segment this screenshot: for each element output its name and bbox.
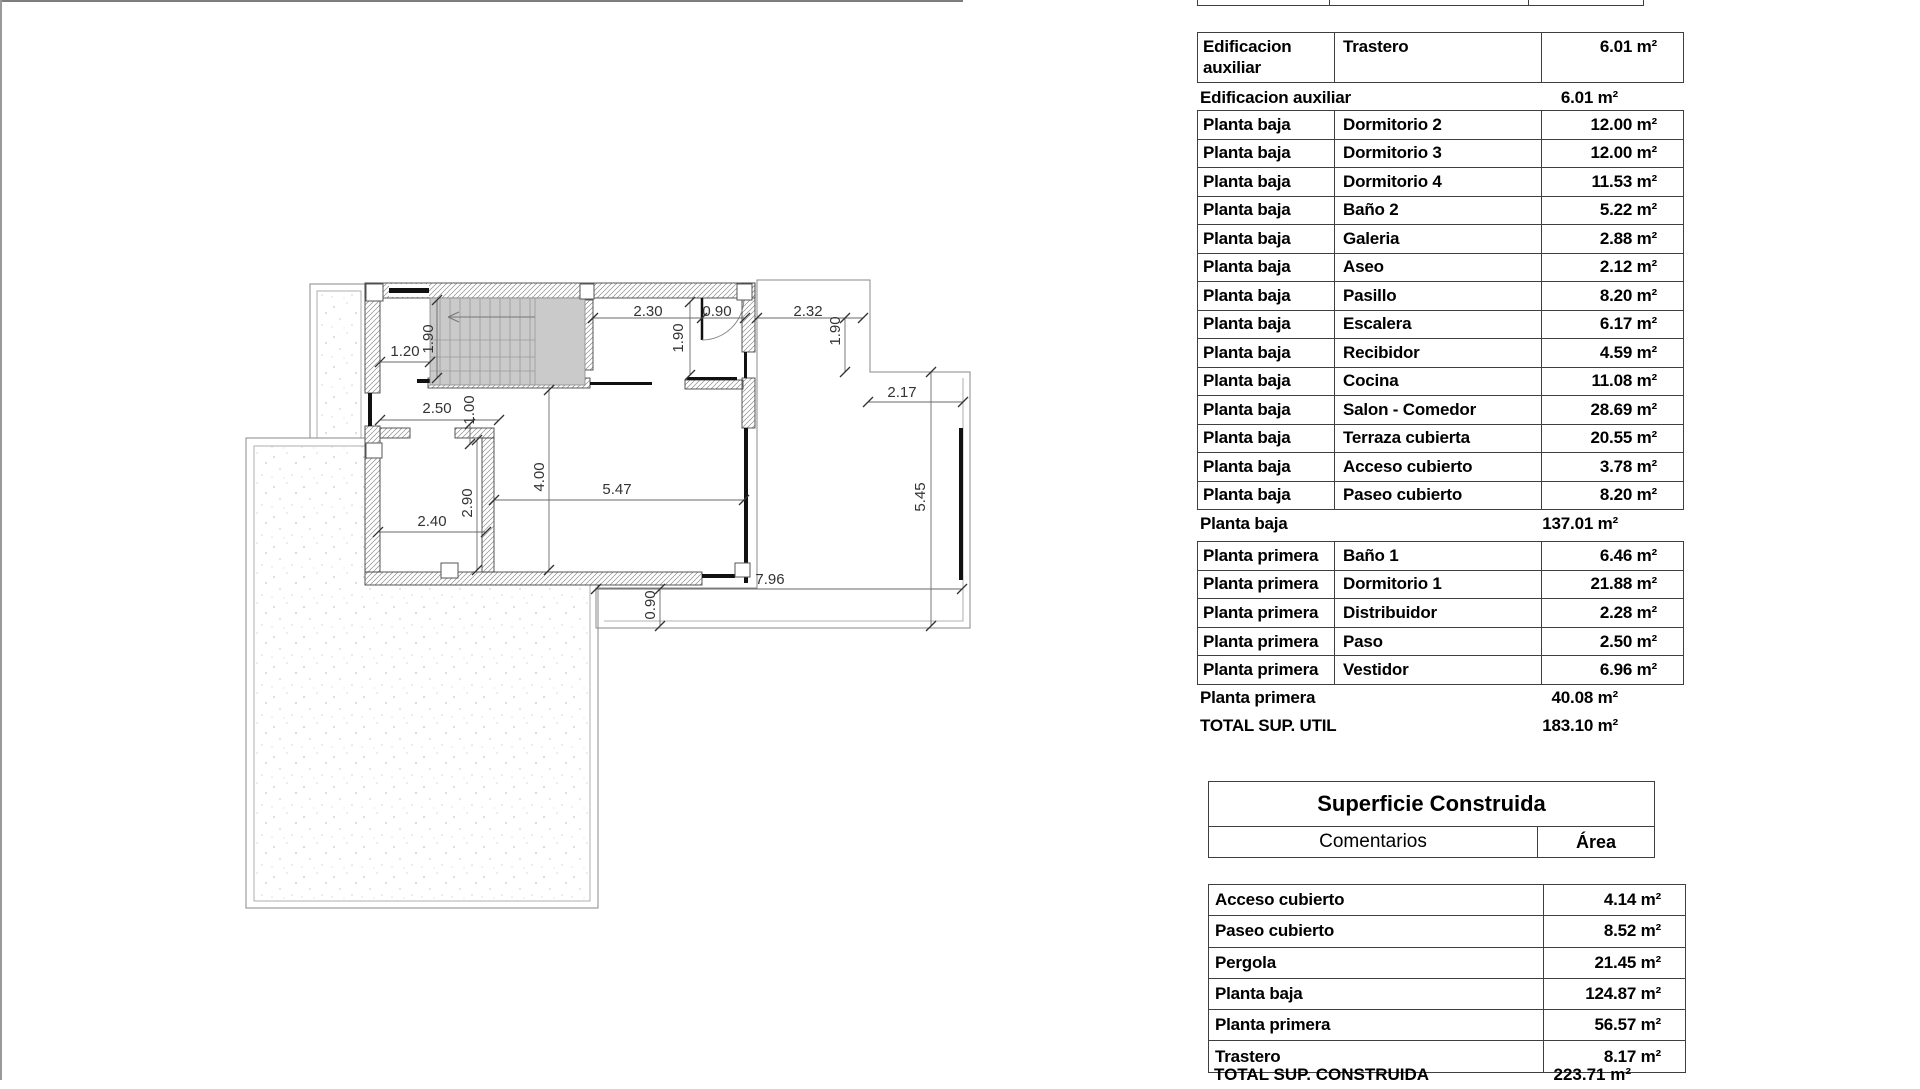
subtotal-area: 137.01 m² — [1542, 513, 1618, 533]
cell-area: 124.87 m² — [1544, 978, 1686, 1009]
cell-area: 6.01 m² — [1542, 33, 1684, 83]
terrace-window — [959, 428, 963, 580]
cell-floor: Edificacion auxiliar — [1198, 33, 1335, 83]
window — [389, 288, 429, 293]
cell-floor: Planta baja — [1198, 453, 1335, 482]
useful-area-group — [1197, 32, 1684, 83]
cell-area: 11.08 m² — [1542, 367, 1684, 396]
cell-comment: Trastero — [1209, 1041, 1544, 1072]
cell-room: Salon - Comedor — [1335, 396, 1542, 425]
cell-floor: Planta primera — [1198, 656, 1335, 685]
cell-floor: Planta primera — [1198, 570, 1335, 599]
cell-floor: Planta primera — [1198, 542, 1335, 571]
cell-comment: Paseo cubierto — [1209, 916, 1544, 947]
column-header-area: Área — [1575, 831, 1617, 852]
total-sup-construida-row — [1208, 1061, 1655, 1089]
cell-floor: Planta baja — [1198, 253, 1335, 282]
cell-area: 12.00 m² — [1542, 111, 1684, 140]
staircase — [430, 298, 585, 385]
area-row — [1198, 253, 1684, 282]
dimension-label: 2.50 — [422, 399, 452, 417]
area-row — [1198, 453, 1684, 482]
total-label: TOTAL SUP. UTIL — [1200, 715, 1337, 735]
cell-floor: Planta baja — [1198, 139, 1335, 168]
cell-room: Galeria — [1335, 225, 1542, 254]
cell-room: Distribuidor — [1335, 599, 1542, 628]
dimension-label: 2.40 — [417, 512, 447, 530]
cell-floor: Planta baja — [1198, 396, 1335, 425]
total-area: 223.71 m² — [1553, 1065, 1631, 1084]
subtotal-area: 40.08 m² — [1551, 687, 1618, 707]
dimension-label: 4.00 — [530, 462, 548, 492]
area-row — [1198, 542, 1684, 571]
cell-area: 6.96 m² — [1542, 656, 1684, 685]
cell-area: 20.55 m² — [1542, 424, 1684, 453]
cell-floor: Planta baja — [1198, 367, 1335, 396]
cell-area: 2.28 m² — [1542, 599, 1684, 628]
cell-room: Trastero — [1335, 33, 1542, 83]
cell-room: Dormitorio 2 — [1335, 111, 1542, 140]
built-area-row — [1209, 947, 1686, 978]
subtotal-row — [1197, 684, 1644, 711]
cell-area: 28.69 m² — [1542, 396, 1684, 425]
area-row — [1198, 339, 1684, 368]
subtotal-label: Planta primera — [1200, 687, 1316, 707]
useful-area-group — [1197, 110, 1684, 510]
cell-room: Paso — [1335, 627, 1542, 656]
cell-area: 11.53 m² — [1542, 168, 1684, 197]
area-row — [1198, 111, 1684, 140]
cell-area: 21.45 m² — [1544, 947, 1686, 978]
cell-floor: Planta baja — [1198, 196, 1335, 225]
column-header-comentarios: Comentarios — [1209, 827, 1538, 857]
cell-floor: Planta primera — [1198, 627, 1335, 656]
cell-room: Terraza cubierta — [1335, 424, 1542, 453]
dimension-label: 2.17 — [887, 383, 917, 401]
cell-floor: Planta baja — [1198, 111, 1335, 140]
cell-room: Dormitorio 1 — [1335, 570, 1542, 599]
dimension-label: 1.20 — [390, 342, 420, 360]
built-area-row — [1209, 1010, 1686, 1041]
cell-room: Vestidor — [1335, 656, 1542, 685]
area-row — [1198, 424, 1684, 453]
area-row — [1198, 481, 1684, 510]
dimension-label: 1.00 — [460, 395, 478, 425]
subtotal-label: Planta baja — [1200, 513, 1288, 533]
dimension-label: 7.96 — [755, 570, 785, 588]
cell-area: 6.46 m² — [1542, 542, 1684, 571]
cell-area: 8.20 m² — [1542, 481, 1684, 510]
cell-room: Dormitorio 3 — [1335, 139, 1542, 168]
dimension-label: 2.32 — [793, 302, 823, 320]
table-cutoff-row — [1197, 0, 1644, 6]
cell-area: 8.52 m² — [1544, 916, 1686, 947]
cell-area: 5.22 m² — [1542, 196, 1684, 225]
cell-room: Acceso cubierto — [1335, 453, 1542, 482]
built-area-rows — [1208, 884, 1686, 1073]
subtotal-row — [1197, 510, 1644, 537]
cell-area: 12.00 m² — [1542, 139, 1684, 168]
cell-room: Escalera — [1335, 310, 1542, 339]
cell-room: Dormitorio 4 — [1335, 168, 1542, 197]
area-row — [1198, 33, 1684, 83]
total-area: 183.10 m² — [1542, 715, 1618, 735]
area-row — [1198, 282, 1684, 311]
cell-comment: Pergola — [1209, 947, 1544, 978]
cell-comment: Planta primera — [1209, 1010, 1544, 1041]
dimension-label: 1.90 — [419, 324, 437, 354]
area-row — [1198, 599, 1684, 628]
cell-area: 21.88 m² — [1542, 570, 1684, 599]
dimension-label: 5.47 — [602, 480, 632, 498]
cell-area: 4.59 m² — [1542, 339, 1684, 368]
window — [702, 574, 735, 578]
cell-room: Paseo cubierto — [1335, 481, 1542, 510]
area-row — [1198, 225, 1684, 254]
window — [368, 393, 372, 426]
area-row — [1198, 139, 1684, 168]
area-row — [1198, 196, 1684, 225]
dimension-label: 1.90 — [669, 323, 687, 353]
cell-room: Baño 1 — [1335, 542, 1542, 571]
cell-floor: Planta baja — [1198, 282, 1335, 311]
cell-room: Pasillo — [1335, 282, 1542, 311]
area-row — [1198, 656, 1684, 685]
total-sup-util-row — [1197, 712, 1644, 739]
cell-room: Baño 2 — [1335, 196, 1542, 225]
built-area-row — [1209, 885, 1686, 916]
cell-area: 8.17 m² — [1544, 1041, 1686, 1072]
dimension-label: 2.30 — [633, 302, 663, 320]
area-row — [1198, 570, 1684, 599]
useful-area-group — [1197, 541, 1684, 685]
cell-floor: Planta baja — [1198, 310, 1335, 339]
built-area-table — [1208, 781, 1661, 1084]
subtotal-area: 6.01 m² — [1560, 87, 1618, 107]
built-area-row — [1209, 978, 1686, 1009]
area-row — [1198, 367, 1684, 396]
subtotal-label: Edificacion auxiliar — [1200, 87, 1351, 107]
area-row — [1198, 396, 1684, 425]
dimension-label: 0.90 — [641, 590, 659, 620]
area-row — [1198, 310, 1684, 339]
cell-area: 56.57 m² — [1544, 1010, 1686, 1041]
area-row — [1198, 168, 1684, 197]
dimension-label: 2.90 — [458, 488, 476, 518]
total-label: TOTAL SUP. CONSTRUIDA — [1214, 1065, 1430, 1084]
cell-floor: Planta baja — [1198, 225, 1335, 254]
cell-floor: Planta baja — [1198, 339, 1335, 368]
cell-area: 4.14 m² — [1544, 885, 1686, 916]
cell-floor: Planta baja — [1198, 168, 1335, 197]
built-area-header — [1208, 781, 1655, 858]
dimension-label: 0.90 — [702, 302, 732, 320]
cell-floor: Planta primera — [1198, 599, 1335, 628]
cell-room: Aseo — [1335, 253, 1542, 282]
cell-area: 2.50 m² — [1542, 627, 1684, 656]
cell-area: 2.88 m² — [1542, 225, 1684, 254]
cell-floor: Planta baja — [1198, 424, 1335, 453]
cell-floor: Planta baja — [1198, 481, 1335, 510]
window — [744, 352, 747, 378]
cell-comment: Planta baja — [1209, 978, 1544, 1009]
window — [744, 428, 748, 583]
cell-area: 8.20 m² — [1542, 282, 1684, 311]
cell-room: Recibidor — [1335, 339, 1542, 368]
cell-area: 6.17 m² — [1542, 310, 1684, 339]
area-row — [1198, 627, 1684, 656]
cell-comment: Acceso cubierto — [1209, 885, 1544, 916]
cell-area: 2.12 m² — [1542, 253, 1684, 282]
cell-room: Cocina — [1335, 367, 1542, 396]
dimension-label: 5.45 — [911, 482, 929, 512]
built-area-title: Superficie Construida — [1209, 782, 1654, 827]
dimension-label: 1.90 — [826, 316, 844, 346]
built-area-row — [1209, 916, 1686, 947]
cell-area: 3.78 m² — [1542, 453, 1684, 482]
subtotal-row — [1197, 84, 1644, 111]
